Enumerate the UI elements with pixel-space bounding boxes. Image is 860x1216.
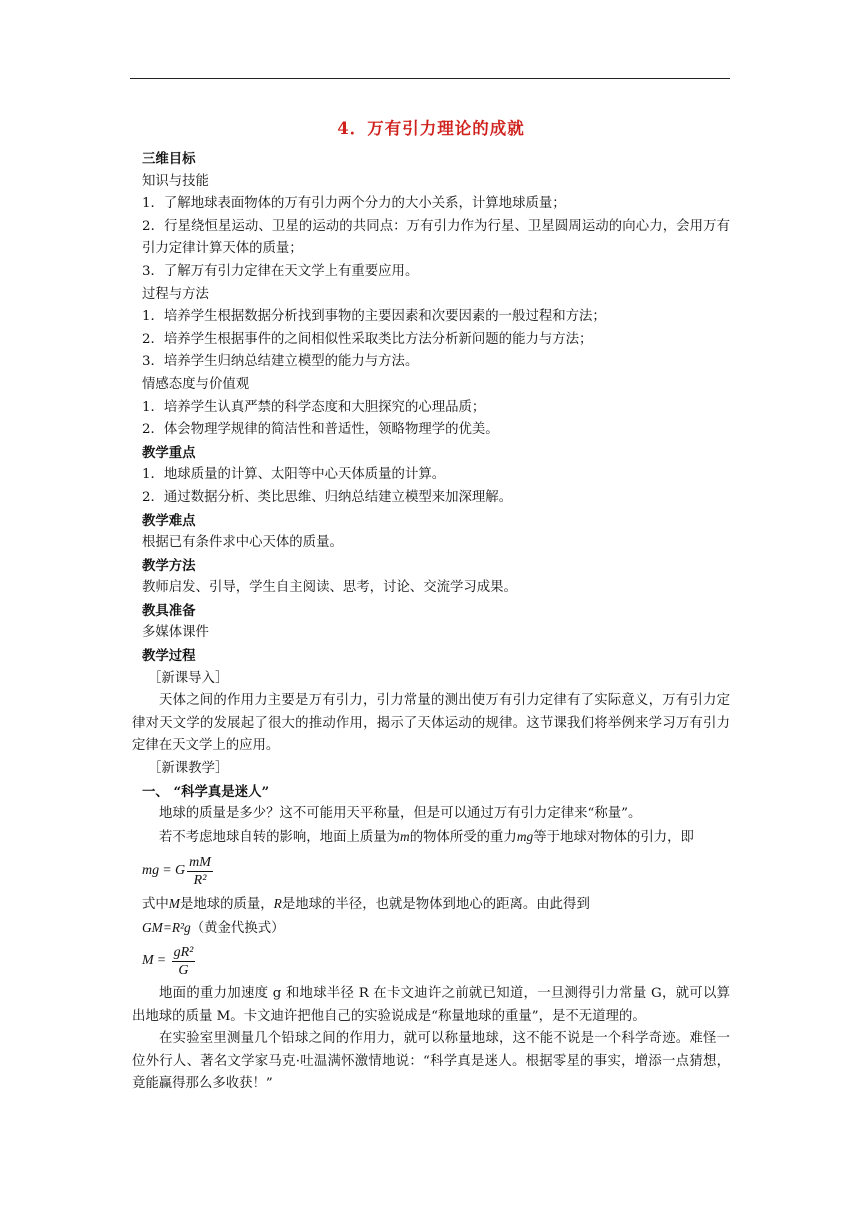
- part1-paragraph: 地面的重力加速度 g 和地球半径 R 在卡文迪许之前就已知道，一旦测得引力常量 G，就可以算出地球的质量 M。卡文迪许把他自己的实验说成是“称量地球的重量”，是不无道理的。: [132, 986, 730, 1024]
- key-item: 2．通过数据分析、类比思维、归纳总结建立模型来加深理解。: [142, 489, 513, 505]
- method-heading: 教学方法: [142, 557, 196, 574]
- intro-label: ［新课导入］: [148, 670, 229, 686]
- new-lesson-label: ［新课教学］: [148, 761, 229, 777]
- part1-heading: 一、 “科学真是迷人”: [142, 783, 270, 800]
- process-heading: 过程与方法: [142, 286, 209, 302]
- fraction: $\frac{mM}{\text{R²}}$: [189, 854, 211, 888]
- fraction: $\frac{\text{gR²}}{G}$: [173, 944, 194, 978]
- part1-paragraph: 式中M是地球的质量，R是地球的半径，也就是物体到地心的距离。由此得到: [142, 896, 590, 913]
- key-item: 1．地球质量的计算、太阳等中心天体质量的计算。: [142, 467, 446, 483]
- emotion-heading: 情感态度与价值观: [142, 376, 250, 392]
- goals-heading: 三维目标: [142, 151, 196, 167]
- tools-text: 多媒体课件: [142, 625, 209, 641]
- tools-heading: 教具准备: [142, 602, 196, 619]
- knowledge-item: 3．了解万有引力定律在天文学上有重要应用。: [142, 263, 419, 279]
- difficulty-text: 根据已有条件求中心天体的质量。: [142, 535, 343, 551]
- formula-earth-mass: M = $\frac{\text{gR²}}{G}$: [142, 944, 194, 978]
- process-item: 2．培养学生根据事件的之间相似性采取类比方法分析新问题的能力与方法；: [142, 331, 593, 347]
- formula-gravity: mg = G $\frac{mM}{\text{R²}}$: [142, 854, 211, 888]
- method-text: 教师启发、引导，学生自主阅读、思考，讨论、交流学习成果。: [142, 580, 517, 596]
- formula-golden-substitution: GM=R²g（黄金代换式）: [142, 920, 285, 936]
- knowledge-item: 2．行星绕恒星运动、卫星的运动的共同点：万有引力作为行星、卫星圆周运动的向心力，会用万有引力定律计算天体的质量；: [142, 218, 730, 257]
- difficulty-heading: 教学难点: [142, 512, 196, 529]
- key-heading: 教学重点: [142, 444, 196, 461]
- document-body: [132, 118, 730, 1096]
- process-item: 3．培养学生归纳总结建立模型的能力与方法。: [142, 354, 419, 370]
- part1-paragraph: 若不考虑地球自转的影响，地面上质量为m的物体所受的重力mg等于地球对物体的引力，即: [159, 828, 694, 845]
- page-title: 4．万有引力理论的成就: [337, 119, 525, 138]
- process-item: 1．培养学生根据数据分析找到事物的主要因素和次要因素的一般过程和方法；: [142, 309, 606, 325]
- knowledge-heading: 知识与技能: [142, 173, 209, 189]
- intro-text: 天体之间的作用力主要是万有引力，引力常量的测出使万有引力定律有了实际意义，万有引力定律对天文学的发展起了很大的推动作用，揭示了天体运动的规律。这节课我们将举例来学习万有引力定律在天文学上的应用。: [132, 693, 730, 754]
- emotion-item: 1．培养学生认真严禁的科学态度和大胆探究的心理品质；: [142, 399, 486, 415]
- teaching-process-heading: 教学过程: [142, 648, 196, 665]
- knowledge-item: 1．了解地球表面物体的万有引力两个分力的大小关系，计算地球质量；: [142, 196, 566, 212]
- part1-paragraph: 地球的质量是多少？这不可能用天平称量，但是可以通过万有引力定律来“称量”。: [159, 806, 642, 822]
- emotion-item: 2．体会物理学规律的简洁性和普适性，领略物理学的优美。: [142, 422, 499, 438]
- part1-paragraph: 在实验室里测量几个铅球之间的作用力，就可以称量地球，这不能不说是一个科学奇迹。难怪一位外行人、著名文学家马克·吐温满怀激情地说：“科学真是迷人。根据零星的事实，增添一点猜想，竟能赢得那么多收获！”: [132, 1031, 730, 1092]
- header-rule: [130, 78, 730, 79]
